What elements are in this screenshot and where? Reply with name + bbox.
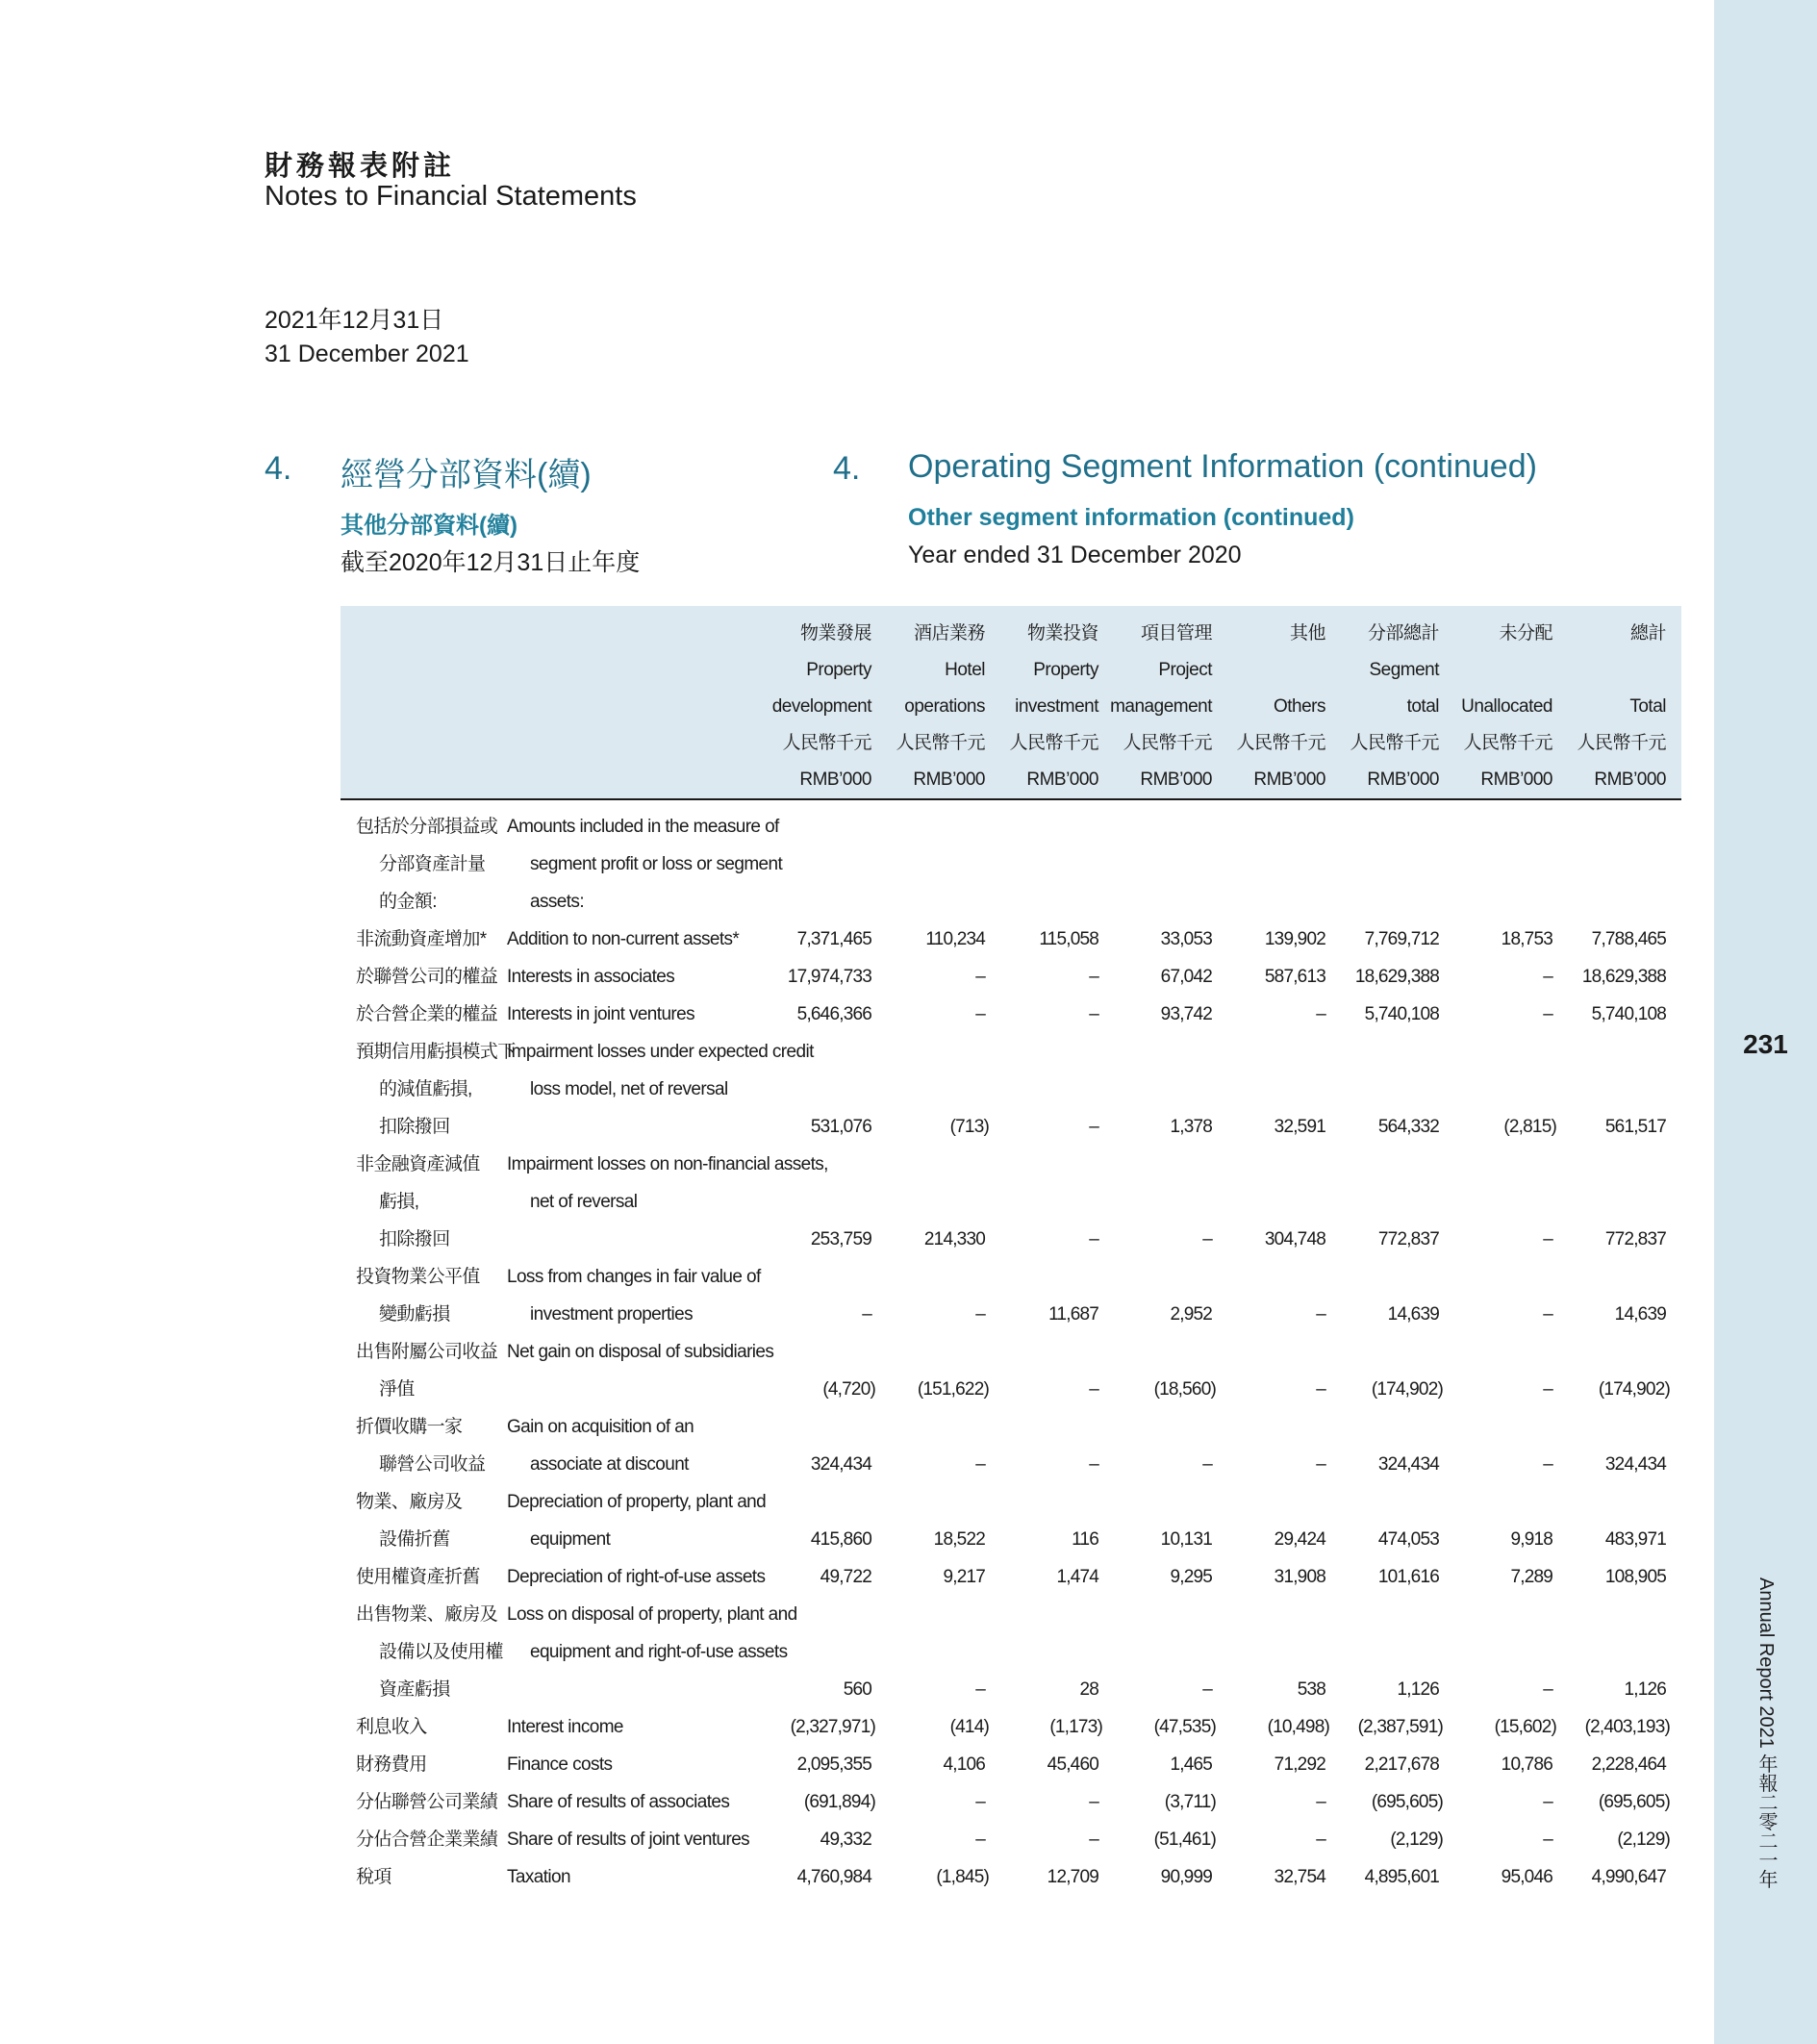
table-cell: (174,902) — [1371, 1379, 1443, 1400]
column-header — [758, 616, 871, 798]
table-cell: 14,639 — [1387, 1304, 1439, 1325]
table-cell: 116 — [1072, 1529, 1098, 1550]
column-header-unit-zh: 人民幣千元 — [1236, 733, 1325, 753]
row-label-en — [507, 1821, 786, 1858]
column-header-en1: Property — [806, 660, 871, 680]
row-label-en-line: Loss from changes in fair value of — [507, 1267, 761, 1287]
column-header-zh: 酒店業務 — [913, 623, 985, 643]
row-label-zh-line: 的減值虧損, — [379, 1079, 472, 1099]
row-label-zh-line: 資產虧損 — [379, 1679, 450, 1700]
table-cell: 49,332 — [820, 1830, 871, 1850]
row-label-zh-line: 分部資產計量 — [379, 854, 486, 874]
row-label-en-line: Amounts included in the measure of — [507, 817, 779, 837]
row-label-zh-line: 財務費用 — [356, 1754, 427, 1775]
row-label-zh-line: 聯營公司收益 — [379, 1454, 486, 1475]
table-cell: (51,461) — [1153, 1830, 1216, 1850]
table-header — [341, 606, 1681, 800]
row-label-en-line: Impairment losses under expected credit — [507, 1042, 814, 1062]
annual-report-label: Annual Report 2021 年報二零二一年 — [1755, 1577, 1777, 1889]
table-cell: (691,894) — [803, 1792, 875, 1812]
table-cell: – — [1543, 1004, 1552, 1024]
table-cell: (10,498) — [1267, 1717, 1329, 1737]
column-header-unit-zh: 人民幣千元 — [896, 733, 985, 753]
row-label-en — [507, 1783, 786, 1821]
table-cell: 1,126 — [1397, 1679, 1439, 1700]
row-label-zh — [356, 1821, 500, 1858]
column-header — [1325, 616, 1439, 798]
table-cell: – — [1089, 1792, 1098, 1812]
table-cell: (2,327,971) — [790, 1717, 875, 1737]
column-header-en1: Hotel — [945, 660, 985, 680]
column-header-en2: Total — [1629, 696, 1666, 717]
column-header-zh: 分部總計 — [1367, 623, 1439, 643]
column-header-unit-en: RMB’000 — [1594, 770, 1666, 790]
header-title-zh: 財務報表附註 — [265, 149, 456, 182]
row-label-en-line: Gain on acquisition of an — [507, 1417, 694, 1437]
table-cell: – — [975, 1454, 985, 1475]
column-header-unit-zh: 人民幣千元 — [1009, 733, 1098, 753]
row-label-zh — [356, 1858, 500, 1896]
table-cell: 115,058 — [1039, 929, 1098, 949]
row-label-en — [507, 1746, 786, 1783]
row-label-zh — [356, 1558, 500, 1596]
date-en: 31 December 2021 — [265, 341, 469, 367]
column-header — [1552, 616, 1666, 798]
table-cell: 1,378 — [1170, 1117, 1212, 1137]
row-label-en-line: investment properties — [530, 1304, 694, 1325]
row-label-en — [507, 1483, 786, 1558]
row-label-zh-line: 使用權資產折舊 — [356, 1567, 480, 1587]
column-header-zh: 物業發展 — [799, 623, 871, 643]
table-cell: 415,860 — [810, 1529, 871, 1550]
row-label-en — [507, 1858, 786, 1896]
table-cell: 10,131 — [1160, 1529, 1212, 1550]
table-cell: 772,837 — [1377, 1229, 1439, 1249]
table-cell: 49,722 — [820, 1567, 871, 1587]
period-zh: 截至2020年12月31日止年度 — [341, 549, 641, 576]
row-label-en-line: equipment — [530, 1529, 611, 1550]
table-cell: 324,434 — [810, 1454, 871, 1475]
row-label-zh-line: 分佔聯營公司業績 — [356, 1792, 498, 1812]
row-label-en — [507, 958, 786, 996]
subtitle-zh: 其他分部資料(續) — [341, 513, 517, 539]
row-label-zh-line: 於合營企業的權益 — [356, 1004, 498, 1024]
row-label-zh-line: 非流動資產增加* — [356, 929, 487, 949]
row-label-en-line: Taxation — [507, 1867, 570, 1887]
table-cell: (2,403,193) — [1584, 1717, 1670, 1737]
row-label-zh-line: 虧損, — [379, 1192, 419, 1212]
table-cell: 1,474 — [1056, 1567, 1098, 1587]
row-label-zh — [356, 996, 500, 1033]
section-number-zh: 4. — [265, 450, 292, 487]
column-header — [871, 616, 985, 798]
column-header-unit-zh: 人民幣千元 — [1577, 733, 1666, 753]
row-label-en-line: equipment and right-of-use assets — [530, 1642, 788, 1662]
table-cell: (18,560) — [1153, 1379, 1216, 1400]
header-title-en: Notes to Financial Statements — [265, 181, 637, 212]
column-header-unit-zh: 人民幣千元 — [1350, 733, 1439, 753]
table-cell: – — [1316, 1004, 1325, 1024]
column-header-unit-zh: 人民幣千元 — [1123, 733, 1212, 753]
table-cell: – — [1316, 1792, 1325, 1812]
column-header-zh: 未分配 — [1499, 623, 1552, 643]
row-label-en-line: associate at discount — [530, 1454, 689, 1475]
table-cell: 1,126 — [1624, 1679, 1666, 1700]
table-cell: 253,759 — [810, 1229, 871, 1249]
column-header-unit-en: RMB’000 — [1367, 770, 1439, 790]
table-cell: – — [975, 1830, 985, 1850]
column-header-en2: investment — [1015, 696, 1098, 717]
row-label-zh-line: 變動虧損 — [379, 1304, 450, 1325]
table-cell: (1,173) — [1049, 1717, 1102, 1737]
column-header-en2: development — [771, 696, 871, 717]
column-header-zh: 總計 — [1629, 623, 1666, 643]
row-label-en-line: Finance costs — [507, 1754, 613, 1775]
table-cell: 108,905 — [1604, 1567, 1666, 1587]
column-header-unit-en: RMB’000 — [1480, 770, 1552, 790]
table-cell: (713) — [949, 1117, 989, 1137]
table-cell: – — [975, 1004, 985, 1024]
row-label-en — [507, 1333, 786, 1408]
table-cell: – — [975, 1679, 985, 1700]
table-cell: 18,629,388 — [1581, 967, 1666, 987]
column-header-en2: total — [1406, 696, 1439, 717]
table-cell: 9,295 — [1170, 1567, 1212, 1587]
column-header-zh: 物業投資 — [1026, 623, 1098, 643]
table-cell: – — [1543, 967, 1552, 987]
column-header-unit-zh: 人民幣千元 — [1463, 733, 1552, 753]
table-cell: 18,522 — [933, 1529, 985, 1550]
table-cell: 18,629,388 — [1354, 967, 1439, 987]
table-cell: 483,971 — [1604, 1529, 1666, 1550]
subtitle-en: Other segment information (continued) — [908, 504, 1354, 531]
table-cell: 4,990,647 — [1591, 1867, 1666, 1887]
row-label-zh-line: 包括於分部損益或 — [356, 817, 498, 837]
row-label-en-line: loss model, net of reversal — [530, 1079, 728, 1099]
table-cell: (15,602) — [1494, 1717, 1556, 1737]
table-cell: 17,974,733 — [787, 967, 871, 987]
table-cell: (2,387,591) — [1357, 1717, 1443, 1737]
row-label-zh-line: 扣除撥回 — [379, 1117, 450, 1137]
row-label-zh-line: 的金額: — [379, 892, 437, 912]
row-label-en-line: assets: — [530, 892, 584, 912]
table-cell: – — [1316, 1830, 1325, 1850]
table-cell: – — [975, 967, 985, 987]
table-cell: – — [1089, 1004, 1098, 1024]
row-label-en-line: Interests in associates — [507, 967, 675, 987]
row-label-en-line: Interests in joint ventures — [507, 1004, 695, 1024]
column-header — [985, 616, 1098, 798]
row-label-zh-line: 折價收購一家 — [356, 1417, 463, 1437]
table-cell: 7,289 — [1510, 1567, 1552, 1587]
row-label-zh — [356, 1408, 500, 1483]
row-label-zh-line: 淨值 — [379, 1379, 415, 1400]
table-cell: – — [1089, 1229, 1098, 1249]
row-label-en-line: Share of results of associates — [507, 1792, 730, 1812]
row-label-en — [507, 996, 786, 1033]
table-cell: 5,740,108 — [1364, 1004, 1439, 1024]
row-label-zh-line: 分佔合營企業業績 — [356, 1830, 498, 1850]
period-en: Year ended 31 December 2020 — [908, 542, 1242, 568]
table-cell: 2,952 — [1170, 1304, 1212, 1325]
table-cell: – — [1543, 1229, 1552, 1249]
row-label-zh-line: 於聯營公司的權益 — [356, 967, 498, 987]
table-cell: 32,591 — [1274, 1117, 1325, 1137]
table-cell: 18,753 — [1501, 929, 1552, 949]
row-label-en — [507, 1596, 797, 1708]
table-cell: (2,815) — [1503, 1117, 1556, 1137]
table-cell: (3,711) — [1164, 1792, 1216, 1812]
table-cell: – — [1543, 1792, 1552, 1812]
row-label-zh — [356, 1258, 500, 1333]
table-cell: 2,217,678 — [1364, 1754, 1439, 1775]
row-label-zh-line: 出售物業、廠房及 — [356, 1604, 498, 1625]
column-header-en2: management — [1110, 696, 1212, 717]
table-cell: 67,042 — [1160, 967, 1212, 987]
row-label-en-line: Impairment losses on non-financial assets, — [507, 1154, 828, 1174]
row-label-en-line: Addition to non-current assets* — [507, 929, 740, 949]
date-zh: 2021年12月31日 — [265, 307, 444, 334]
row-label-zh — [356, 1333, 500, 1408]
row-label-en — [507, 1558, 786, 1596]
page-number: 231 — [1743, 1029, 1788, 1059]
row-label-zh-line: 預期信用虧損模式下 — [356, 1042, 516, 1062]
column-header-en1 — [1212, 652, 1325, 689]
row-label-zh-line: 扣除撥回 — [379, 1229, 450, 1249]
table-cell: 1,465 — [1170, 1754, 1212, 1775]
row-label-en — [507, 1258, 786, 1333]
table-cell: 33,053 — [1160, 929, 1212, 949]
row-label-zh-line: 物業、廠房及 — [356, 1492, 463, 1512]
table-cell: – — [1316, 1454, 1325, 1475]
table-cell: 560 — [843, 1679, 871, 1700]
table-cell: – — [1543, 1679, 1552, 1700]
table-cell: 4,760,984 — [796, 1867, 871, 1887]
table-cell: (151,622) — [917, 1379, 989, 1400]
table-cell: 9,918 — [1510, 1529, 1552, 1550]
row-label-en-line — [507, 1671, 786, 1708]
row-label-en-line: Depreciation of right-of-use assets — [507, 1567, 766, 1587]
row-label-en-line: Loss on disposal of property, plant and — [507, 1604, 797, 1625]
table-cell: 7,788,465 — [1591, 929, 1666, 949]
row-label-zh-line: 利息收入 — [356, 1717, 427, 1737]
column-header-en1 — [1552, 652, 1666, 689]
table-cell: – — [1316, 1379, 1325, 1400]
column-header-zh: 其他 — [1289, 623, 1325, 643]
table-cell: 324,434 — [1377, 1454, 1439, 1475]
column-header — [1439, 616, 1552, 798]
row-label-en-line — [507, 1108, 786, 1146]
table-cell: 101,616 — [1377, 1567, 1439, 1587]
table-cell: 139,902 — [1264, 929, 1325, 949]
row-label-zh — [356, 1596, 503, 1708]
row-label-en — [507, 921, 786, 958]
column-header-en2: Others — [1273, 696, 1325, 717]
section-title-zh: 經營分部資料(續) — [341, 457, 592, 493]
table-cell: 2,228,464 — [1591, 1754, 1666, 1775]
column-header-en2: Unallocated — [1461, 696, 1552, 717]
row-label-zh-line: 稅項 — [356, 1867, 391, 1887]
table-cell: – — [1089, 1830, 1098, 1850]
row-label-en-line: Depreciation of property, plant and — [507, 1492, 767, 1512]
row-label-en-line: segment profit or loss or segment — [530, 854, 783, 874]
table-cell: – — [975, 1792, 985, 1812]
row-label-en-line — [507, 1371, 786, 1408]
table-cell: (414) — [949, 1717, 989, 1737]
table-cell: 564,332 — [1377, 1117, 1439, 1137]
table-cell: (174,902) — [1598, 1379, 1670, 1400]
row-label-zh — [356, 1146, 500, 1258]
column-header — [1098, 616, 1212, 798]
table-cell: (2,129) — [1390, 1830, 1443, 1850]
table-cell: 7,769,712 — [1364, 929, 1439, 949]
table-cell: (47,535) — [1153, 1717, 1216, 1737]
table-cell: – — [1202, 1679, 1212, 1700]
row-label-zh-line: 投資物業公平值 — [356, 1267, 480, 1287]
column-header-unit-zh: 人民幣千元 — [782, 733, 871, 753]
table-cell: 32,754 — [1274, 1867, 1325, 1887]
row-label-zh-line: 設備以及使用權 — [379, 1642, 503, 1662]
table-cell: – — [1316, 1304, 1325, 1325]
row-label-en — [507, 1146, 828, 1258]
column-header-unit-en: RMB’000 — [799, 770, 871, 790]
table-cell: – — [1202, 1454, 1212, 1475]
table-cell: – — [1543, 1454, 1552, 1475]
table-cell: – — [975, 1304, 985, 1325]
column-header-en1 — [1439, 652, 1552, 689]
row-label-en — [507, 1033, 814, 1146]
table-cell: 474,053 — [1377, 1529, 1439, 1550]
table-cell: 45,460 — [1047, 1754, 1098, 1775]
row-label-zh — [356, 958, 500, 996]
table-cell: – — [1543, 1304, 1552, 1325]
table-cell: (4,720) — [822, 1379, 875, 1400]
row-label-zh — [356, 1746, 500, 1783]
row-label-zh — [356, 808, 500, 921]
table-cell: 93,742 — [1160, 1004, 1212, 1024]
row-label-zh — [356, 1708, 500, 1746]
row-label-en-line: Net gain on disposal of subsidiaries — [507, 1342, 774, 1362]
table-cell: (695,605) — [1371, 1792, 1443, 1812]
table-cell: 28 — [1079, 1679, 1098, 1700]
row-label-en — [507, 808, 786, 921]
row-label-zh-line: 非金融資產減值 — [356, 1154, 480, 1174]
table-cell: – — [1089, 1117, 1098, 1137]
row-label-en-line — [507, 1221, 786, 1258]
table-cell: 14,639 — [1614, 1304, 1666, 1325]
table-cell: – — [862, 1304, 871, 1325]
section-title-en: Operating Segment Information (continued) — [908, 448, 1537, 485]
row-label-en — [507, 1708, 786, 1746]
table-cell: 90,999 — [1160, 1867, 1212, 1887]
table-cell: 304,748 — [1264, 1229, 1325, 1249]
table-cell: – — [1543, 1830, 1552, 1850]
row-label-zh — [356, 1783, 500, 1821]
section-number-en: 4. — [833, 450, 861, 487]
column-header-en2: operations — [904, 696, 985, 717]
table-cell: 9,217 — [943, 1567, 985, 1587]
row-label-en — [507, 1408, 786, 1483]
table-cell: 95,046 — [1501, 1867, 1552, 1887]
column-header — [1212, 616, 1325, 798]
column-header-unit-en: RMB’000 — [1140, 770, 1212, 790]
table-cell: 561,517 — [1604, 1117, 1666, 1137]
table-cell: 10,786 — [1501, 1754, 1552, 1775]
table-cell: 587,613 — [1264, 967, 1325, 987]
table-cell: – — [1089, 1454, 1098, 1475]
table-cell: (695,605) — [1598, 1792, 1670, 1812]
table-cell: 12,709 — [1047, 1867, 1098, 1887]
column-header-unit-en: RMB’000 — [1253, 770, 1325, 790]
table-cell: 4,106 — [943, 1754, 985, 1775]
table-cell: 531,076 — [810, 1117, 871, 1137]
row-label-en-line: net of reversal — [530, 1192, 638, 1212]
table-cell: 71,292 — [1274, 1754, 1325, 1775]
row-label-zh — [356, 1483, 500, 1558]
column-header-en1: Property — [1033, 660, 1098, 680]
row-label-zh-line: 設備折舊 — [379, 1529, 450, 1550]
table-cell: 110,234 — [925, 929, 985, 949]
column-header-en1: Project — [1158, 660, 1212, 680]
table-cell: 4,895,601 — [1364, 1867, 1439, 1887]
column-header-unit-en: RMB’000 — [1026, 770, 1098, 790]
table-cell: 5,646,366 — [796, 1004, 871, 1024]
table-cell: 7,371,465 — [796, 929, 871, 949]
column-header-unit-en: RMB’000 — [913, 770, 985, 790]
table-cell: – — [1543, 1379, 1552, 1400]
row-label-zh — [356, 921, 500, 958]
table-cell: 5,740,108 — [1591, 1004, 1666, 1024]
table-cell: 2,095,355 — [796, 1754, 871, 1775]
table-cell: 214,330 — [923, 1229, 985, 1249]
column-header-en1: Segment — [1369, 660, 1439, 680]
table-cell: 11,687 — [1048, 1304, 1098, 1325]
table-cell: 538 — [1297, 1679, 1325, 1700]
table-cell: 772,837 — [1604, 1229, 1666, 1249]
table-cell: 324,434 — [1604, 1454, 1666, 1475]
table-cell: – — [1202, 1229, 1212, 1249]
row-label-zh-line: 出售附屬公司收益 — [356, 1342, 498, 1362]
table-cell: 29,424 — [1274, 1529, 1325, 1550]
column-header-zh: 項目管理 — [1140, 623, 1212, 643]
row-label-en-line: Share of results of joint ventures — [507, 1830, 750, 1850]
table-cell: – — [1089, 967, 1098, 987]
table-cell: 31,908 — [1274, 1567, 1325, 1587]
table-cell: – — [1089, 1379, 1098, 1400]
row-label-zh — [356, 1033, 516, 1146]
table-cell: (1,845) — [936, 1867, 989, 1887]
table-cell: (2,129) — [1617, 1830, 1670, 1850]
row-label-en-line: Interest income — [507, 1717, 623, 1737]
